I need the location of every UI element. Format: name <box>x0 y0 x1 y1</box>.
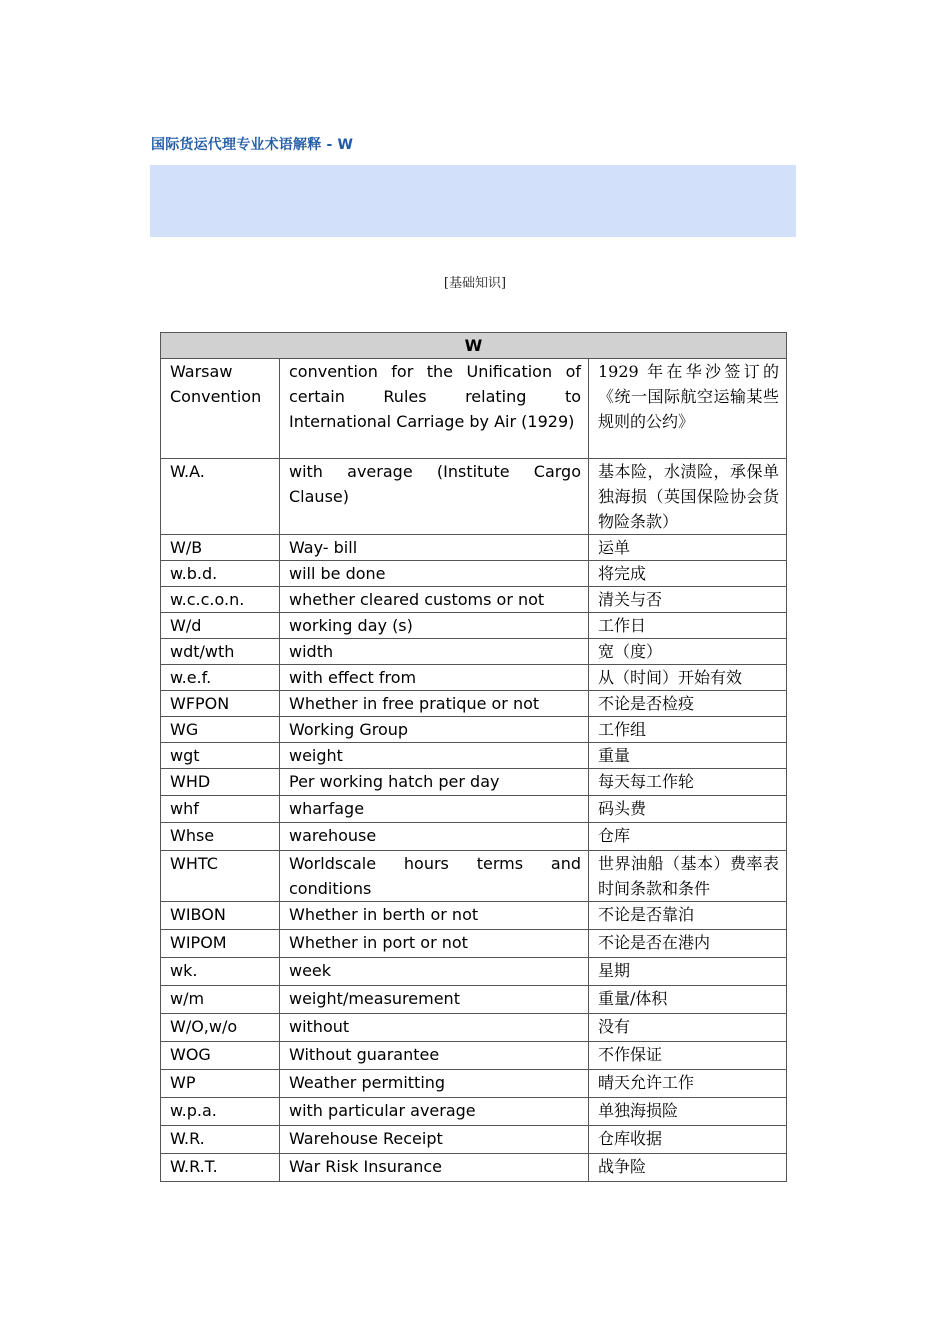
table-row <box>161 639 787 665</box>
table-row <box>161 902 787 930</box>
table-header-row <box>161 333 787 359</box>
table-row <box>161 717 787 743</box>
abbreviation-cell: w.e.f. <box>161 665 280 691</box>
chinese-term-cell: 不论是否在港内 <box>589 930 787 958</box>
english-term-cell: Without guarantee <box>280 1042 589 1070</box>
table-row <box>161 823 787 851</box>
english-term-cell: with particular average <box>280 1098 589 1126</box>
table-row <box>161 1070 787 1098</box>
table-row <box>161 796 787 823</box>
english-term-cell: working day (s) <box>280 613 589 639</box>
abbreviation-cell: Warsaw Convention <box>161 359 280 459</box>
abbreviation-cell: WP <box>161 1070 280 1098</box>
abbreviation-cell: W.A. <box>161 459 280 535</box>
chinese-term-cell: 单独海损险 <box>589 1098 787 1126</box>
chinese-term-cell: 重量 <box>589 743 787 769</box>
glossary-table <box>160 332 787 1182</box>
abbreviation-cell: w/m <box>161 986 280 1014</box>
chinese-term-cell: 从（时间）开始有效 <box>589 665 787 691</box>
table-row <box>161 851 787 902</box>
abbreviation-cell: WG <box>161 717 280 743</box>
table-row <box>161 930 787 958</box>
table-row <box>161 1126 787 1154</box>
english-term-cell: with average (Institute Cargo Clause) <box>280 459 589 535</box>
chinese-term-cell: 运单 <box>589 535 787 561</box>
table-row <box>161 613 787 639</box>
table-header: W <box>161 333 787 359</box>
chinese-term-cell: 每天每工作轮 <box>589 769 787 796</box>
chinese-term-cell: 不作保证 <box>589 1042 787 1070</box>
chinese-term-cell: 基本险，水渍险，承保单独海损（英国保险协会货物险条款） <box>589 459 787 535</box>
english-term-cell: will be done <box>280 561 589 587</box>
abbreviation-cell: W/B <box>161 535 280 561</box>
abbreviation-cell: W/d <box>161 613 280 639</box>
table-row <box>161 359 787 459</box>
english-term-cell: Working Group <box>280 717 589 743</box>
abbreviation-cell: W.R.T. <box>161 1154 280 1182</box>
english-term-cell: Per working hatch per day <box>280 769 589 796</box>
table-row <box>161 1154 787 1182</box>
table-row <box>161 535 787 561</box>
chinese-term-cell: 码头费 <box>589 796 787 823</box>
chinese-term-cell: 仓库 <box>589 823 787 851</box>
english-term-cell: Worldscale hours terms and conditions <box>280 851 589 902</box>
english-term-cell: width <box>280 639 589 665</box>
page-title: 国际货运代理专业术语解释 - W <box>151 137 354 153</box>
chinese-term-cell: 世界油船（基本）费率表时间条款和条件 <box>589 851 787 902</box>
table-row <box>161 587 787 613</box>
table-row <box>161 769 787 796</box>
abbreviation-cell: WIPOM <box>161 930 280 958</box>
english-term-cell: convention for the Unification of certain Rules relating to International Carriage by Air (1929) <box>280 359 589 459</box>
table-body <box>161 359 787 1182</box>
english-term-cell: warehouse <box>280 823 589 851</box>
table-row <box>161 743 787 769</box>
abbreviation-cell: w.b.d. <box>161 561 280 587</box>
table-row <box>161 958 787 986</box>
table-row <box>161 459 787 535</box>
english-term-cell: Whether in free pratique or not <box>280 691 589 717</box>
abbreviation-cell: w.p.a. <box>161 1098 280 1126</box>
category-label: [基础知识] <box>443 276 507 291</box>
english-term-cell: weight <box>280 743 589 769</box>
english-term-cell: Way- bill <box>280 535 589 561</box>
abbreviation-cell: wgt <box>161 743 280 769</box>
abbreviation-cell: WOG <box>161 1042 280 1070</box>
english-term-cell: Whether in berth or not <box>280 902 589 930</box>
table-row <box>161 561 787 587</box>
abbreviation-cell: wk. <box>161 958 280 986</box>
chinese-term-cell: 仓库收据 <box>589 1126 787 1154</box>
chinese-term-cell: 将完成 <box>589 561 787 587</box>
table-row <box>161 665 787 691</box>
chinese-term-cell: 宽（度） <box>589 639 787 665</box>
chinese-term-cell: 1929 年在华沙签订的《统一国际航空运输某些规则的公约》 <box>589 359 787 459</box>
abbreviation-cell: WIBON <box>161 902 280 930</box>
abbreviation-cell: WHTC <box>161 851 280 902</box>
abbreviation-cell: w.c.c.o.n. <box>161 587 280 613</box>
abbreviation-cell: WFPON <box>161 691 280 717</box>
english-term-cell: without <box>280 1014 589 1042</box>
table-row <box>161 1042 787 1070</box>
english-term-cell: weight/measurement <box>280 986 589 1014</box>
table-row <box>161 1098 787 1126</box>
abbreviation-cell: Whse <box>161 823 280 851</box>
abbreviation-cell: wdt/wth <box>161 639 280 665</box>
table-row <box>161 691 787 717</box>
chinese-term-cell: 不论是否靠泊 <box>589 902 787 930</box>
chinese-term-cell: 不论是否检疫 <box>589 691 787 717</box>
chinese-term-cell: 战争险 <box>589 1154 787 1182</box>
english-term-cell: with effect from <box>280 665 589 691</box>
chinese-term-cell: 重量/体积 <box>589 986 787 1014</box>
chinese-term-cell: 清关与否 <box>589 587 787 613</box>
english-term-cell: week <box>280 958 589 986</box>
title-banner <box>150 165 796 237</box>
abbreviation-cell: W/O,w/o <box>161 1014 280 1042</box>
abbreviation-cell: WHD <box>161 769 280 796</box>
abbreviation-cell: whf <box>161 796 280 823</box>
chinese-term-cell: 星期 <box>589 958 787 986</box>
english-term-cell: War Risk Insurance <box>280 1154 589 1182</box>
english-term-cell: Warehouse Receipt <box>280 1126 589 1154</box>
table-row <box>161 986 787 1014</box>
chinese-term-cell: 晴天允许工作 <box>589 1070 787 1098</box>
abbreviation-cell: W.R. <box>161 1126 280 1154</box>
english-term-cell: wharfage <box>280 796 589 823</box>
chinese-term-cell: 工作日 <box>589 613 787 639</box>
english-term-cell: Weather permitting <box>280 1070 589 1098</box>
chinese-term-cell: 工作组 <box>589 717 787 743</box>
table-row <box>161 1014 787 1042</box>
english-term-cell: Whether in port or not <box>280 930 589 958</box>
chinese-term-cell: 没有 <box>589 1014 787 1042</box>
english-term-cell: whether cleared customs or not <box>280 587 589 613</box>
